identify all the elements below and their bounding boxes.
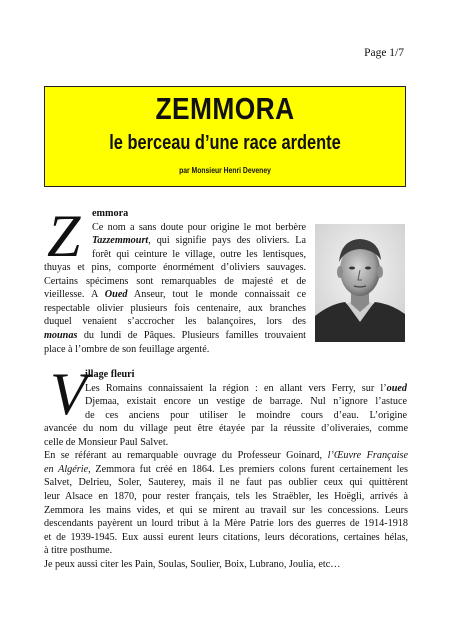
text-line: En se référant au remarquable ouvrage du Professeur Goinard, l’Œuvre Française: [44, 450, 408, 462]
text-line: Je peux aussi citer les Pain, Soulas, Soulier, Boix, Lubrano, Joulia, etc…: [44, 558, 341, 570]
text-line: à titre posthume.: [44, 545, 113, 557]
text-line: mounas du lundi de Pâques. Plusieurs familles trouvaient: [44, 329, 306, 341]
text-line: celle de Monsieur Paul Salvet.: [44, 436, 169, 448]
text-line: vieillesse. A Oued Anseur, tout le monde connaissait ce: [44, 289, 306, 301]
section2-body: [44, 422, 408, 572]
text-line: Certains spécimens sont remarquables de majesté et de: [44, 275, 306, 287]
portrait-photo: [315, 224, 405, 342]
page-title: ZEMMORA: [155, 91, 295, 126]
section1-intro: [92, 207, 306, 261]
text-line: avancée du nom du village peut être étayée par la réussite d’oliveraies, comme: [44, 423, 408, 434]
author-byline: par Monsieur Henri Deveney: [179, 166, 271, 175]
section1-heading: emmora: [92, 208, 129, 219]
text-line: duquel venaient s’accrocher les balançoires, lors des: [44, 316, 306, 328]
dropcap-z: Z: [47, 203, 81, 269]
text-line: respectable olivier plusieurs fois centenaire, aux branches: [44, 302, 306, 314]
text-line: Djemaa, existait encore un vestige de barrage. Nul n’ignore l’astuce: [85, 396, 407, 408]
text-line: Ce nom a sans doute pour origine le mot berbère: [92, 221, 306, 233]
text-line: Tazzemmourt, qui signifie pays des oliviers. La: [92, 235, 306, 247]
text-line: leur Alsace en 1870, pour rester français, tels les Straëbler, les Hoëgli, arrivés à: [44, 490, 408, 502]
title-banner: [44, 86, 406, 187]
page-subtitle: le berceau d’une race ardente: [109, 132, 341, 154]
text-line: de ces anciens pour utiliser le moindre cours d’eau. L’origine: [85, 409, 407, 421]
text-line: en Algérie, Zemmora fut créé en 1864. Les premiers colons furent certainement les: [44, 463, 408, 475]
dropcap-v: V: [50, 361, 87, 427]
text-line: descendants payèrent un lourd tribut à la Mère Patrie lors des guerres de 1914-1918: [44, 518, 408, 530]
text-line: place à l’ombre de son feuillage argenté.: [44, 343, 210, 355]
text-line: Les Romains connaissaient la région : en allant vers Ferry, sur l’oued: [85, 382, 407, 394]
text-line: forêt qui ceinture le village, outre les lentisques,: [92, 248, 306, 260]
section1-body: [44, 261, 306, 356]
text-line: thuyas et pins, comporte énormément d’oliviers sauvages.: [44, 262, 306, 273]
text-line: et de 1939-1945. Eux aussi eurent leurs citations, leurs décorations, certaines hélas,: [44, 531, 408, 543]
text-line: Zemmora les mains vides, et qui se mirent au travail sur les concessions. Leurs: [44, 504, 408, 516]
page-number: Page 1/7: [364, 47, 404, 59]
text-line: Salvet, Delrieu, Soler, Sauterey, mais il ne faut pas oublier ceux qui quittèrent: [44, 477, 408, 489]
portrait-image: [315, 224, 405, 342]
section2-intro: [85, 368, 407, 422]
section2-heading: illage fleuri: [85, 369, 135, 380]
